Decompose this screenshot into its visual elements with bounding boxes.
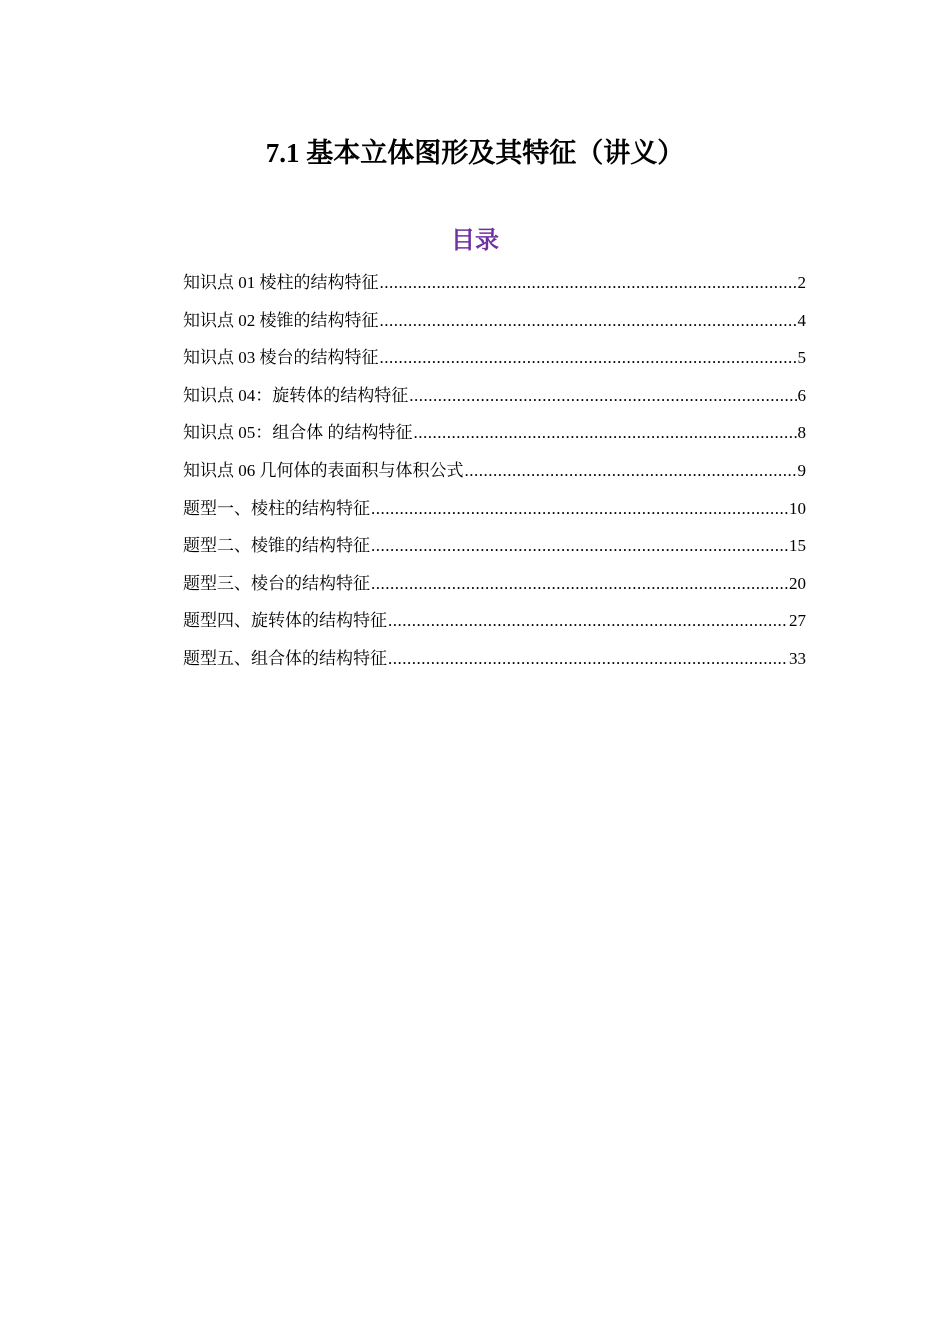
toc-page-number: 15 [789, 536, 806, 556]
toc-page-number: 9 [797, 460, 806, 480]
toc-entry[interactable] [183, 602, 806, 640]
toc-page-number: 20 [789, 573, 806, 593]
toc-page-number: 2 [797, 273, 806, 292]
toc-dot-leader [371, 527, 788, 565]
toc-entry[interactable] [183, 490, 806, 528]
toc-entry[interactable] [183, 452, 806, 490]
toc-entry-label: 题型一、棱柱的结构特征 [183, 498, 370, 518]
toc-page-number: 27 [789, 611, 806, 631]
toc-entry[interactable] [183, 565, 806, 603]
toc-entry[interactable] [183, 527, 806, 565]
toc-entry-label: 知识点 01 棱柱的结构特征 [183, 273, 379, 292]
toc-entry-label: 题型五、组合体的结构特征 [183, 648, 387, 668]
toc-dot-leader [380, 339, 797, 377]
toc-dot-leader [388, 602, 788, 640]
table-of-contents [183, 264, 806, 678]
toc-dot-leader [371, 565, 788, 603]
toc-entry-label: 题型四、旋转体的结构特征 [183, 611, 387, 631]
toc-entry[interactable] [183, 302, 806, 340]
toc-dot-leader [388, 640, 788, 678]
toc-entry-label: 题型三、棱台的结构特征 [183, 573, 370, 593]
toc-entry[interactable] [183, 377, 806, 415]
toc-page-number: 5 [797, 348, 806, 368]
toc-entry-label: 知识点 02 棱锥的结构特征 [183, 310, 379, 330]
toc-page-number: 33 [789, 648, 806, 668]
toc-dot-leader [409, 377, 796, 415]
toc-entry[interactable] [183, 339, 806, 377]
toc-entry[interactable] [183, 414, 806, 452]
toc-entry-label: 知识点 06 几何体的表面积与体积公式 [183, 460, 464, 480]
toc-entry[interactable] [183, 640, 806, 678]
toc-entry[interactable] [183, 264, 806, 302]
toc-page-number: 4 [797, 310, 806, 330]
toc-dot-leader [465, 452, 797, 490]
toc-dot-leader [380, 264, 797, 302]
document-title: 7.1 基本立体图形及其特征（讲义） [265, 138, 685, 168]
toc-entry-label: 知识点 04：旋转体的结构特征 [183, 385, 409, 405]
toc-entry-label: 题型二、棱锥的结构特征 [183, 536, 370, 556]
toc-entry-label: 知识点 05：组合体 的结构特征 [183, 423, 413, 443]
toc-dot-leader [414, 414, 797, 452]
toc-dot-leader [380, 302, 797, 340]
toc-page-number: 6 [797, 385, 806, 405]
toc-dot-leader [371, 490, 788, 528]
toc-entry-label: 知识点 03 棱台的结构特征 [183, 348, 379, 368]
toc-page-number: 10 [789, 498, 806, 518]
toc-heading: 目录 [451, 227, 499, 254]
toc-page-number: 8 [797, 423, 806, 443]
